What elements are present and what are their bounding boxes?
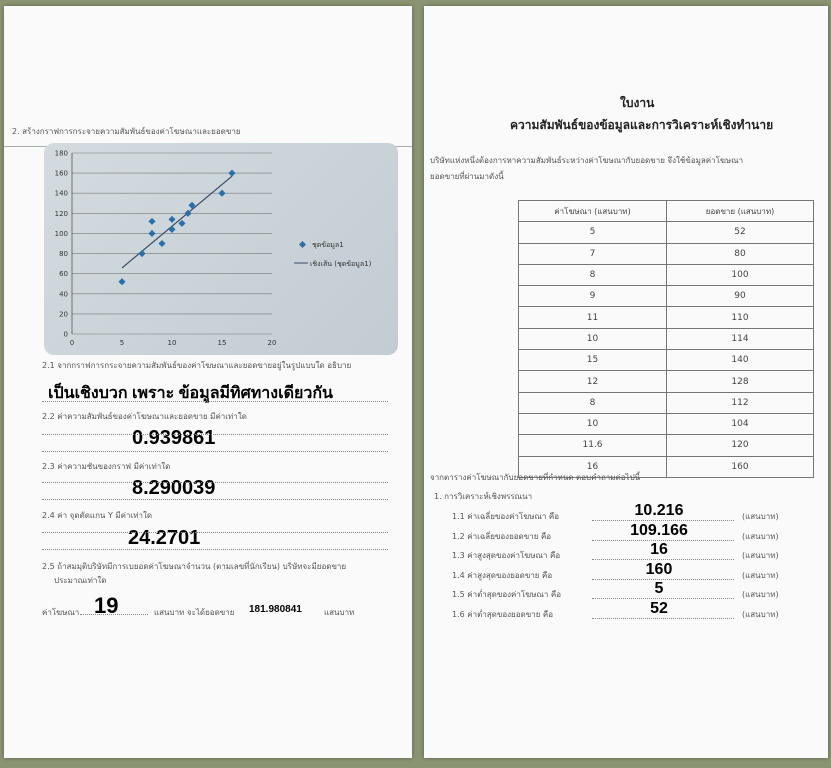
data-point [138,250,145,257]
worksheet-title: ใบงาน [620,96,655,110]
x-tick-label: 10 [167,339,177,347]
sales-value-cell: 52 [667,222,814,243]
column-header-sales: ยอดขาย (แสนบาท) [667,201,814,222]
y-tick-label: 80 [59,250,68,259]
answer-line [42,434,388,435]
data-point [158,240,165,247]
answer-2-4: 24.2701 [128,527,201,549]
question-answer: 5 [654,580,664,597]
answer-line [42,401,388,402]
q25-mid: แสนบาท จะได้ยอดขาย [154,608,235,617]
answer-line [592,618,734,619]
question-answer: 16 [650,541,668,558]
scatter-chart-photo [44,143,398,355]
question-2: 2. สร้างกราฟการกระจายความสัมพันธ์ของค่าโฆษณาและยอดขาย [12,127,241,136]
sales-value-cell: 80 [667,243,814,264]
data-point [168,216,175,223]
data-point [178,220,185,227]
question-2-5-cont: ประมาณเท่าใด [54,576,107,585]
question-2-5: 2.5 ถ้าสมมุติบริษัทมีการเบยอดค่าโฆษณาจำนวน (ตามเลขที่นักเรียน) บริษัทจะมียอดขาย [42,562,347,571]
x-tick-label: 15 [217,339,227,347]
table-row [519,307,814,328]
data-point [148,230,155,237]
y-axis-ticks [55,150,68,339]
right-worksheet-page [424,6,828,758]
ad-value-cell: 9 [519,286,667,307]
table-header-row [519,201,814,222]
legend-label-trend: เชิงเส้น (ชุดข้อมูล1) [310,260,372,268]
answer-2-5-sales: 181.980841 [249,604,302,615]
legend-marker-points [299,241,306,248]
scatter-chart [44,143,398,355]
question-label: 1.4 ค่าสูงสุดของยอดขาย คือ [452,570,553,580]
question-2-2: 2.2 ค่าความสัมพันธ์ของค่าโฆษณาและยอดขาย มีค่าเท่าใด [42,412,247,421]
sales-value-cell: 90 [667,286,814,307]
question-unit: (แสนบาท) [742,512,779,521]
ad-value-cell: 8 [519,392,667,413]
question-label: 1.3 ค่าสูงสุดของค่าโฆษณา คือ [452,551,561,560]
question-label: 1.6 ค่าต่ำสุดของยอดขาย คือ [452,609,554,619]
data-point [218,190,225,197]
ad-value-cell: 15 [519,350,667,371]
section-1-heading: 1. การวิเคราะห์เชิงพรรณนา [434,492,533,501]
instruction: จากตารางค่าโฆษณากับยอดขายที่กำหนด ตอบคำถามต่อไปนี้ [430,473,641,482]
table-row [519,286,814,307]
sales-value-cell: 100 [667,264,814,285]
answer-2-2: 0.939861 [132,427,216,449]
chart-legend [294,241,372,268]
data-points [118,170,235,286]
table-row [519,243,814,264]
sales-value-cell: 160 [667,456,814,477]
question-answer: 160 [645,560,673,578]
column-header-ad: ค่าโฆษณา (แสนบาท) [519,201,667,222]
chart-grid [72,153,272,334]
question-label: 1.5 ค่าต่ำสุดของค่าโฆษณา คือ [452,590,562,599]
y-tick-label: 0 [63,330,68,339]
sales-value-cell: 114 [667,328,814,349]
answer-line [42,482,388,483]
table-row [519,264,814,285]
answer-line [42,549,388,550]
ad-value-cell: 11 [519,307,667,328]
x-axis-ticks [70,339,277,347]
ad-value-cell: 8 [519,264,667,285]
ad-value-cell: 11.6 [519,435,667,456]
x-tick-label: 0 [69,339,75,347]
question-unit: (แสนบาท) [742,551,779,560]
question-unit: (แสนบาท) [742,531,779,541]
sales-value-cell: 104 [667,413,814,434]
ad-value-cell: 10 [519,328,667,349]
question-2-1: 2.1 จากกราฟการกระจายความสัมพันธ์ของค่าโฆษณาและยอดขายอยู่ในรูปแบบใด อธิบาย [42,361,352,370]
question-answer: 10.216 [634,502,684,519]
ad-value-cell: 7 [519,243,667,264]
y-tick-label: 160 [54,169,68,178]
question-answer: 52 [650,599,668,617]
data-point [228,170,235,177]
y-tick-label: 60 [59,270,68,279]
sales-value-cell: 120 [667,435,814,456]
intro-line-1: บริษัทแห่งหนึ่งต้องการหาความสัมพันธ์ระหว่างค่าโฆษณากับยอดขาย จึงใช้ข้อมูลค่าโฆษณา [430,156,744,165]
data-point [148,218,155,225]
sales-value-cell: 140 [667,350,814,371]
sales-value-cell: 112 [667,392,814,413]
q25-suffix: แสนบาท [324,608,355,617]
answer-line [42,532,388,533]
answer-2-5-ad: 19 [94,593,119,618]
question-2-3: 2.3 ค่าความชันของกราฟ มีค่าเท่าใด [42,462,171,471]
q25-prefix: ค่าโฆษณา [42,608,80,617]
y-tick-label: 120 [54,209,68,218]
question-unit: (แสนบาท) [742,590,779,599]
question-2-4: 2.4 ค่า จุดตัดแกน Y มีค่าเท่าใด [42,511,153,520]
table-row [519,222,814,243]
table-row [519,371,814,392]
y-tick-label: 20 [59,310,68,319]
x-tick-label: 5 [119,339,125,347]
y-tick-label: 180 [54,149,68,158]
question-answer: 109.166 [630,521,688,539]
ad-sales-table [518,200,814,478]
table-row [519,350,814,371]
sales-value-cell: 128 [667,371,814,392]
answer-2-3: 8.290039 [132,477,216,499]
y-tick-label: 140 [54,189,68,198]
question-label: 1.1 ค่าเฉลี่ยของค่าโฆษณา คือ [452,512,560,521]
x-tick-label: 20 [267,339,277,347]
intro-line-2: ยอดขายที่ผ่านมาดังนี้ [430,172,504,181]
table-row [519,392,814,413]
question-unit: (แสนบาท) [742,570,779,580]
ad-value-cell: 5 [519,222,667,243]
ad-value-cell: 12 [519,371,667,392]
y-tick-label: 100 [54,229,68,238]
worksheet-subtitle: ความสัมพันธ์ของข้อมูลและการวิเคราะห์เชิงทำนาย [510,118,774,132]
trendline [122,176,232,268]
question-unit: (แสนบาท) [742,609,779,619]
data-point [168,226,175,233]
question-label: 1.2 ค่าเฉลี่ยของยอดขาย คือ [452,531,552,541]
ad-value-cell: 10 [519,413,667,434]
answer-line [42,451,388,452]
table-row [519,435,814,456]
answer-2-1: เป็นเชิงบวก เพราะ ข้อมูลมีทิศทางเดียวกัน [48,385,333,402]
table-row [519,413,814,434]
left-worksheet-page [4,6,412,758]
y-tick-label: 40 [59,290,68,299]
sales-value-cell: 110 [667,307,814,328]
legend-label-points: ชุดข้อมูล1 [312,241,344,249]
answer-line [42,499,388,500]
data-point [118,278,125,285]
table-row [519,328,814,349]
ad-value-cell: 16 [519,456,667,477]
